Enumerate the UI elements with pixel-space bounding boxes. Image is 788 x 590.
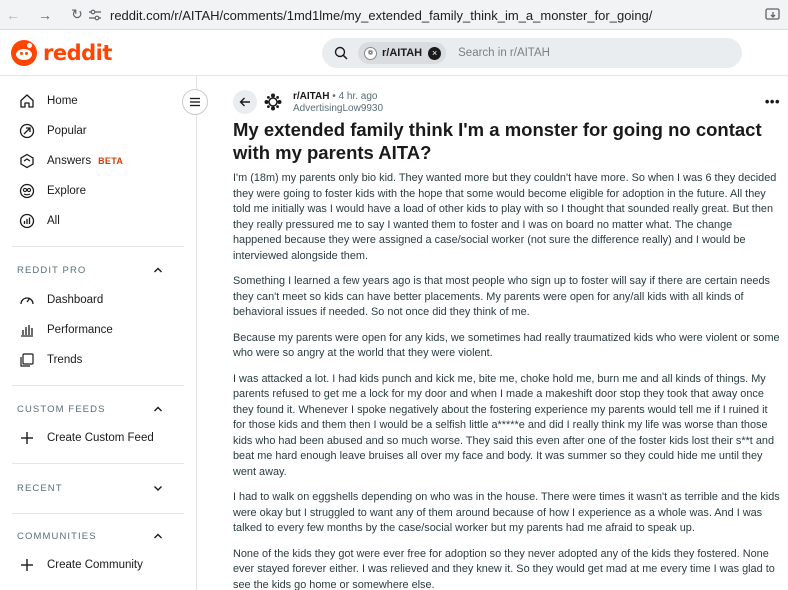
popular-icon: [18, 122, 36, 140]
left-sidebar: [0, 76, 197, 590]
plus-icon: [18, 429, 36, 447]
reddit-logo[interactable]: [11, 40, 112, 66]
sidebar-item-label: Trends: [47, 354, 83, 366]
sidebar-divider: [12, 463, 184, 464]
sidebar-item-answers[interactable]: [18, 150, 123, 172]
section-heading-reddit-pro: REDDIT PRO: [17, 265, 87, 276]
plus-icon: [18, 556, 36, 574]
url-text: reddit.com/r/AITAH/comments/1md1lme/my_extended_family_think_im_a_monster_for_going/: [110, 7, 653, 23]
create-community-button[interactable]: [18, 554, 143, 576]
post-time: 4 hr. ago: [338, 91, 378, 102]
sidebar-item-label: Home: [47, 95, 78, 107]
sidebar-item-label: All: [47, 215, 60, 227]
more-options-icon[interactable]: •••: [764, 94, 780, 109]
create-community-label: Create Community: [47, 559, 143, 571]
chevron-up-icon[interactable]: [152, 403, 164, 415]
browser-reload-icon[interactable]: ↻: [71, 6, 83, 22]
trends-icon: [18, 351, 36, 369]
create-custom-feed-label: Create Custom Feed: [47, 432, 154, 444]
sidebar-item-dashboard[interactable]: [18, 289, 103, 311]
reddit-snoo-icon: [11, 40, 37, 66]
subreddit-link[interactable]: r/AITAH: [293, 91, 330, 102]
subreddit-avatar-icon[interactable]: [263, 92, 283, 112]
site-header: [0, 30, 788, 76]
chevron-up-icon[interactable]: [152, 530, 164, 542]
post-paragraph: None of the kids they got were ever free for adoption so they never adopted any of the kids they fostered. None ever stayed forever either. I was relieved and they knew it. So they would get mad at me every time I was glad to see the kids go home or somewhere else.: [233, 547, 775, 590]
sidebar-divider: [12, 246, 184, 247]
sidebar-item-popular[interactable]: [18, 120, 87, 142]
search-input[interactable]: Search in r/AITAH: [458, 47, 550, 59]
sidebar-item-label: Performance: [47, 324, 113, 336]
address-bar[interactable]: [86, 4, 766, 26]
chevron-up-icon[interactable]: [152, 264, 164, 276]
sidebar-item-performance[interactable]: [18, 319, 113, 341]
dashboard-icon: [18, 291, 36, 309]
explore-icon: [18, 182, 36, 200]
search-bar[interactable]: [322, 38, 742, 68]
sidebar-divider: [12, 513, 184, 514]
section-heading-custom-feeds: CUSTOM FEEDS: [17, 404, 106, 415]
logo-text: reddit: [43, 41, 112, 65]
site-info-icon[interactable]: [86, 6, 104, 24]
arrow-left-icon: [239, 96, 251, 108]
home-icon: [18, 92, 36, 110]
post-paragraph: Something I learned a few years ago is that most people who sign up to foster will say if there are certain needs they can't meet so kids can have better placements. My parents were open for any/all kids with all kinds of behavioral issues if needed. So not once did they think of me.: [233, 275, 770, 318]
sidebar-divider: [12, 385, 184, 386]
sidebar-item-label: Answers: [47, 155, 92, 167]
post-paragraph: I'm (18m) my parents only bio kid. They wanted more but they couldn't have more. So when I was 6 they decided they were going to foster kids with the hope that some would become eligible for adoption in the future. All they told me initially was I would have a load of other kids to play with so I thought that sounded really great. But then they really pressured me to say I wanted them to foster and I was on board no matter what. The change happened because they were assigned a case/social worker (not sure the difference really) and I would be interviewed alongside them.: [233, 172, 777, 262]
post-detail: [197, 76, 788, 590]
sidebar-item-label: Dashboard: [47, 294, 104, 306]
section-heading-recent: RECENT: [17, 483, 63, 494]
chip-label: r/AITAH: [382, 47, 423, 59]
browser-forward-icon[interactable]: →: [38, 6, 52, 23]
all-icon: [18, 212, 36, 230]
browser-toolbar: [0, 0, 788, 30]
beta-badge: BETA: [98, 156, 124, 166]
browser-back-icon[interactable]: ←: [6, 6, 20, 23]
post-paragraph: I was attacked a lot. I had kids punch and kick me, bite me, choke hold me, burn me and all kinds of things. My parents refused to get me a lock for my door and when I made a makeshift door stop they took that away once they found it. Whenever I spoke negatively about the fostering experience my parents would tell me if I ruined it for those kids and them then I would be a selfish little a*****e and did I really think my life was worse than those kids who had been abused and so much worse. They said this even after one of the foster kids lost their s**t and beat me hard enough leave bruises all over my face and body. It was summer so they could hide me until they went away.: [233, 372, 775, 478]
post-body: [233, 171, 783, 590]
post-meta: [293, 91, 377, 102]
sidebar-item-home[interactable]: [18, 90, 78, 112]
install-app-icon[interactable]: [764, 6, 782, 24]
subreddit-search-chip[interactable]: [358, 42, 446, 64]
sidebar-item-label: Explore: [47, 185, 86, 197]
sidebar-item-all[interactable]: [18, 210, 60, 232]
answers-icon: [18, 152, 36, 170]
post-paragraph: I had to walk on eggshells depending on who was in the house. There were times it wasn't as terrible and the kids were okay but I struggled to want any of them around because of how I experience as a whole was. And I was talked to every few months by the case/social worker but my parents had me afraid to speak up.: [233, 491, 780, 534]
sidebar-item-trends[interactable]: [18, 349, 82, 371]
section-heading-communities: COMMUNITIES: [17, 531, 97, 542]
create-custom-feed-button[interactable]: [18, 427, 154, 449]
sidebar-item-label: Popular: [47, 125, 87, 137]
clear-chip-icon[interactable]: ×: [428, 47, 441, 60]
chevron-down-icon[interactable]: [152, 482, 164, 494]
post-paragraph: Because my parents were open for any kids, we sometimes had really traumatized kids who were violent or some who were so angry at the world that they were violent.: [233, 331, 780, 359]
performance-icon: [18, 321, 36, 339]
meta-separator: •: [332, 91, 336, 102]
author-link[interactable]: AdvertisingLow9930: [293, 103, 384, 114]
search-icon: [334, 46, 348, 60]
back-button[interactable]: [233, 90, 257, 114]
sidebar-item-explore[interactable]: [18, 180, 86, 202]
subreddit-avatar-icon: ❁: [364, 47, 377, 60]
post-title: My extended family think I'm a monster for going no contact with my parents AITA?: [233, 119, 762, 163]
